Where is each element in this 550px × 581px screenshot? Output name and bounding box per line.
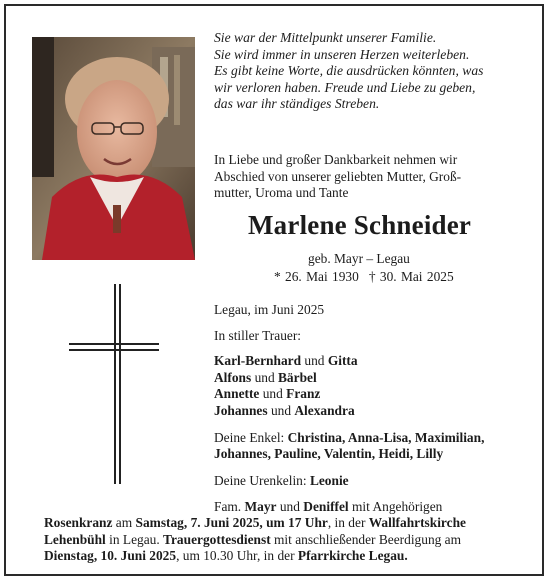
funeral-line: Lehenbühl in Legau. Trauergottesdienst mit anschließender Beerdigung am (44, 531, 462, 547)
poem-line: Sie war der Mittelpunkt unserer Familie. (214, 30, 437, 45)
intro-line: Abschied von unserer geliebten Mutter, Groß- (214, 168, 462, 184)
grandchildren-line: Johannes, Pauline, Valentin, Heidi, Lilly (214, 446, 444, 462)
cross-icon (68, 284, 168, 486)
grandchildren-line: Deine Enkel: Christina, Anna-Lisa, Maximilian, (214, 429, 485, 445)
death-date: † 30. Mai 2025 (368, 269, 454, 284)
funeral-info (44, 515, 514, 565)
family-line: Johannes und Alexandra (214, 402, 355, 418)
poem-line: das war ihr ständiges Streben. (214, 96, 380, 111)
family-line: Karl-Bernhard und Gitta (214, 353, 358, 369)
funeral-line: Dienstag, 10. Juni 2025, um 10.30 Uhr, in der Pfarrkirche Legau. (44, 548, 408, 564)
family-line: Annette und Franz (214, 386, 321, 402)
deceased-name: Marlene Schneider (248, 210, 472, 240)
poem-line: Es gibt keine Worte, die ausdrücken könnten, was (214, 63, 484, 78)
farewell-text (214, 152, 524, 202)
families-line: Fam. Mayr und Deniffel mit Angehörigen (214, 499, 443, 515)
great-grandchild-line: Deine Urenkelin: Leonie (214, 472, 349, 488)
memorial-poem (214, 30, 534, 113)
family-line: Alfons und Bärbel (214, 369, 317, 385)
intro-line: In Liebe und großer Dankbarkeit nehmen wir (214, 152, 458, 167)
mourners-block (214, 302, 534, 516)
life-dates (274, 269, 454, 285)
poem-line: Sie wird immer in unseren Herzen weiterleben. (214, 46, 470, 62)
intro-line: mutter, Uroma und Tante (214, 185, 349, 201)
portrait-photo (32, 37, 195, 260)
mourning-label: In stiller Trauer: (214, 327, 302, 343)
funeral-line: Rosenkranz am Samstag, 7. Juni 2025, um 17 Uhr, in der Wallfahrtskirche (44, 515, 466, 530)
place-date: Legau, im Juni 2025 (214, 302, 325, 317)
birth-name: geb. Mayr – Legau (308, 251, 410, 266)
poem-line: wir verloren haben. Freude und Liebe zu geben, (214, 79, 476, 95)
birth-date: * 26. Mai 1930 (274, 269, 359, 284)
